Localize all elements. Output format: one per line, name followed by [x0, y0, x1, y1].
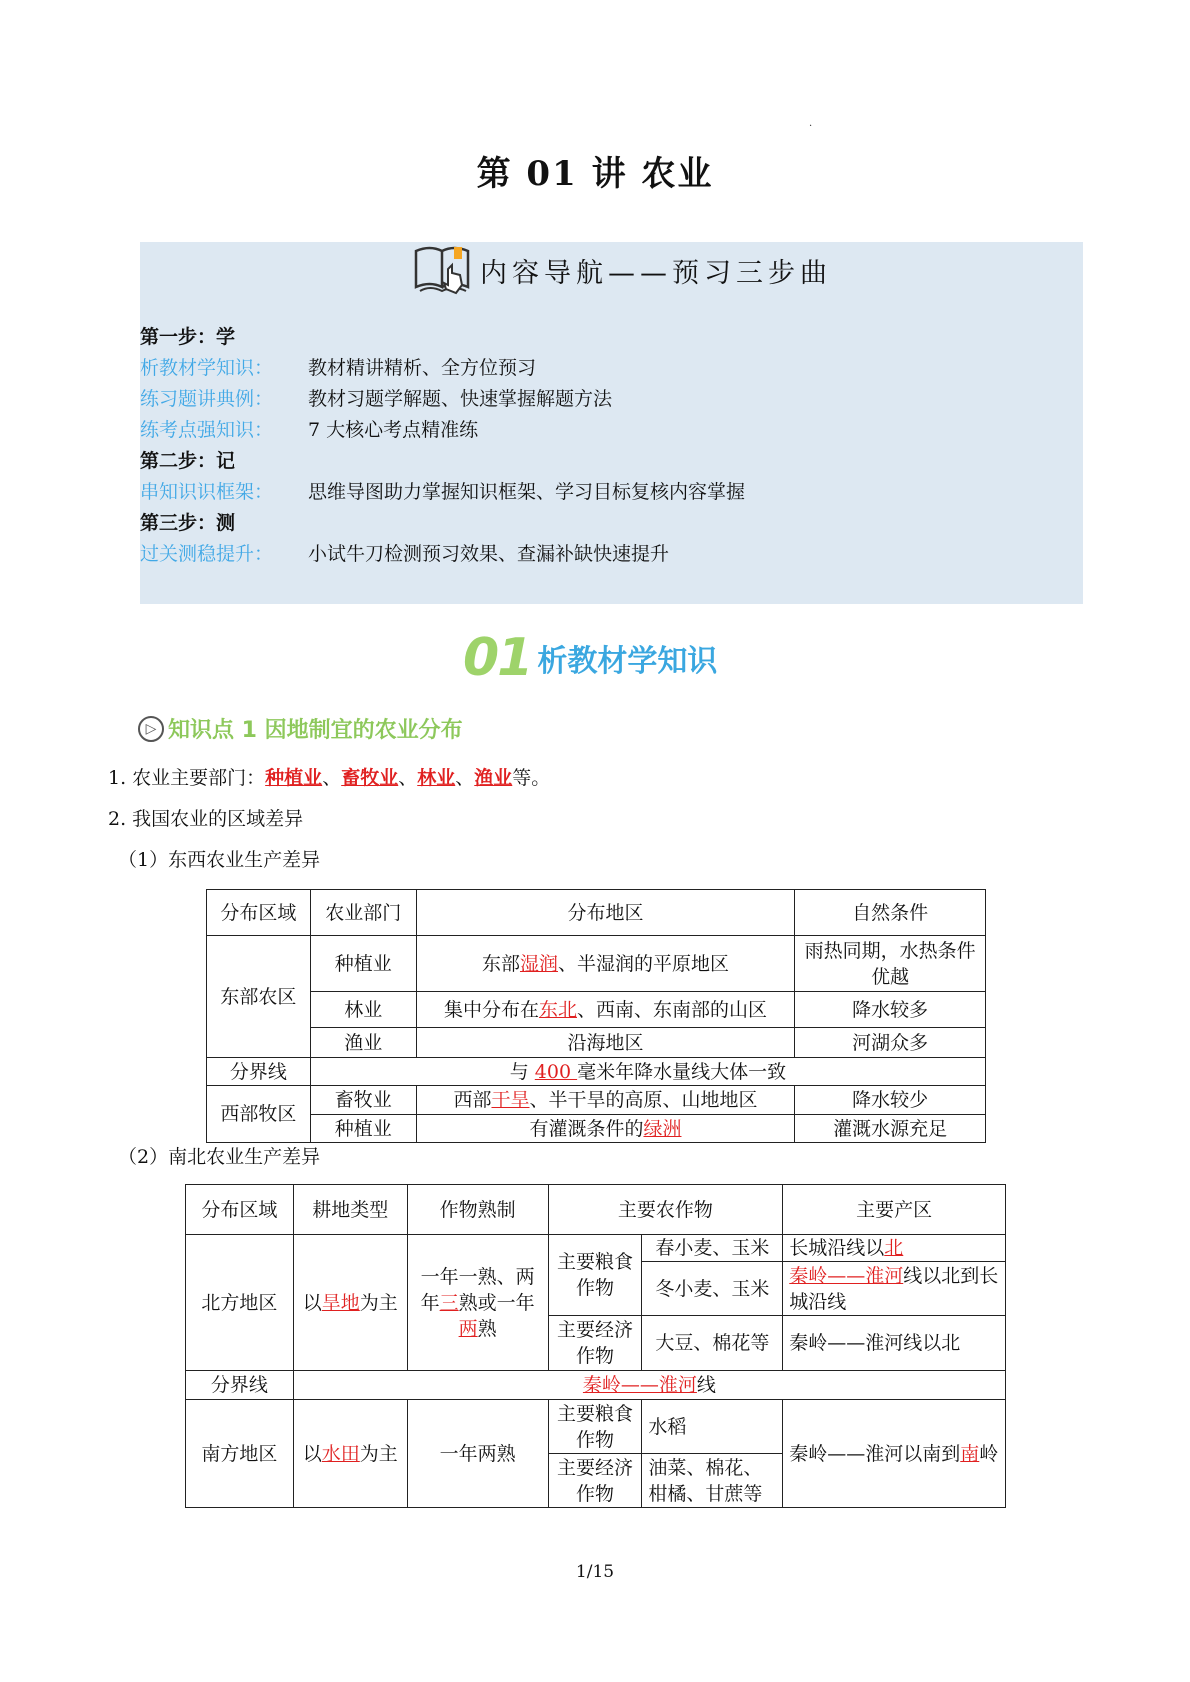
- table-cell: 秦岭——淮河线以北: [783, 1316, 1006, 1371]
- table-cell: 春小麦、玉米: [642, 1235, 783, 1262]
- table-header: 作物熟制: [407, 1185, 548, 1235]
- table-cell: 主要经济作物: [548, 1316, 642, 1371]
- table-cell: 主要粮食作物: [548, 1400, 642, 1454]
- table-cell: 种植业: [310, 1115, 416, 1143]
- table-cell: 集中分布在东北、西南、东南部的山区: [416, 992, 794, 1028]
- paragraph-2: 2. 我国农业的区域差异: [108, 808, 304, 830]
- page-number: 1/15: [575, 1562, 615, 1582]
- nav-line-1[interactable]: 析教材学知识： 教材精讲精析、全方位预习: [140, 357, 537, 379]
- table-cell: 大豆、棉花等: [642, 1316, 783, 1371]
- table-cell: 降水较多: [795, 992, 986, 1028]
- table-cell: 降水较少: [795, 1086, 986, 1115]
- book-pointer-icon: [412, 239, 474, 301]
- table-header: 分布地区: [416, 890, 794, 936]
- nav-step2: 第二步：记: [140, 450, 236, 472]
- table-cell: 主要经济作物: [548, 1454, 642, 1508]
- table-cell: 畜牧业: [310, 1086, 416, 1115]
- table-cell: 冬小麦、玉米: [642, 1262, 783, 1316]
- table-header: 主要产区: [783, 1185, 1006, 1235]
- west-region-cell: 西部牧区: [207, 1086, 311, 1143]
- divider-label: 分界线: [207, 1058, 311, 1086]
- table-cell: 主要粮食作物: [548, 1235, 642, 1316]
- paragraph-1: 1. 农业主要部门：种植业、畜牧业、林业、渔业等。: [108, 767, 551, 789]
- nav-line-5[interactable]: 过关测稳提升： 小试牛刀检测预习效果、查漏补缺快速提升: [140, 543, 670, 565]
- section-number: 01: [463, 628, 532, 688]
- table-cell: 沿海地区: [416, 1028, 794, 1058]
- table-cell: 与 400 毫米年降水量线大体一致: [310, 1058, 985, 1086]
- knowledge-point-label: 知识点 1 因地制宜的农业分布: [168, 718, 463, 743]
- table-cell: 西部干旱、半干旱的高原、山地地区: [416, 1086, 794, 1115]
- paragraph-3: （1）东西农业生产差异: [118, 849, 321, 871]
- table-cell: 林业: [310, 992, 416, 1028]
- table-header: 自然条件: [795, 890, 986, 936]
- nav-line-4[interactable]: 串知识识框架： 思维导图助力掌握知识框架、学习目标复核内容掌握: [140, 481, 746, 503]
- arrow-circle-icon: ▷: [138, 716, 164, 742]
- table-cell: 油菜、棉花、柑橘、甘蔗等: [642, 1454, 783, 1508]
- table-header: 分布区域: [186, 1185, 294, 1235]
- table-cell: 东部湿润、半湿润的平原地区: [416, 936, 794, 992]
- table-cell: 种植业: [310, 936, 416, 992]
- divider-label: 分界线: [186, 1371, 294, 1400]
- nav-step3: 第三步：测: [140, 512, 236, 534]
- table-cell: 河湖众多: [795, 1028, 986, 1058]
- table-header: 分布区域: [207, 890, 311, 936]
- section-label: 析教材学知识: [537, 644, 718, 679]
- table-header: 农业部门: [310, 890, 416, 936]
- south-region-cell: 南方地区: [186, 1400, 294, 1508]
- table-cell: 渔业: [310, 1028, 416, 1058]
- table-header: 主要农作物: [548, 1185, 783, 1235]
- table-cell: 秦岭——淮河线: [293, 1371, 1005, 1400]
- table-cell: 以旱地为主: [293, 1235, 407, 1371]
- table-cell: 秦岭——淮河线以北到长城沿线: [783, 1262, 1006, 1316]
- nav-step1: 第一步：学: [140, 326, 236, 348]
- north-south-table: [185, 1184, 1006, 1508]
- table-cell: 长城沿线以北: [783, 1235, 1006, 1262]
- section-heading: [463, 628, 717, 688]
- east-region-cell: 东部农区: [207, 936, 311, 1058]
- stray-dot: .: [809, 118, 813, 129]
- north-region-cell: 北方地区: [186, 1235, 294, 1371]
- table-cell: 以水田为主: [293, 1400, 407, 1508]
- east-west-table: [206, 889, 986, 1143]
- paragraph-4: （2）南北农业生产差异: [118, 1146, 321, 1168]
- table-cell: 一年两熟: [407, 1400, 548, 1508]
- nav-header: [412, 240, 832, 300]
- table-cell: 一年一熟、两年三熟或一年两熟: [407, 1235, 548, 1371]
- table-cell: 水稻: [642, 1400, 783, 1454]
- nav-line-2[interactable]: 练习题讲典例： 教材习题学解题、快速掌握解题方法: [140, 388, 613, 410]
- table-cell: 秦岭——淮河以南到南岭: [783, 1400, 1006, 1508]
- nav-line-3[interactable]: 练考点强知识： 7 大核心考点精准练: [140, 419, 479, 441]
- table-cell: 灌溉水源充足: [795, 1115, 986, 1143]
- table-cell: 雨热同期，水热条件优越: [795, 936, 986, 992]
- table-header: 耕地类型: [293, 1185, 407, 1235]
- table-cell: 有灌溉条件的绿洲: [416, 1115, 794, 1143]
- nav-header-text: 内容导航——预习三步曲: [480, 257, 832, 289]
- page-title: 第 01 讲 农业: [476, 154, 714, 194]
- knowledge-point-heading: [138, 713, 463, 744]
